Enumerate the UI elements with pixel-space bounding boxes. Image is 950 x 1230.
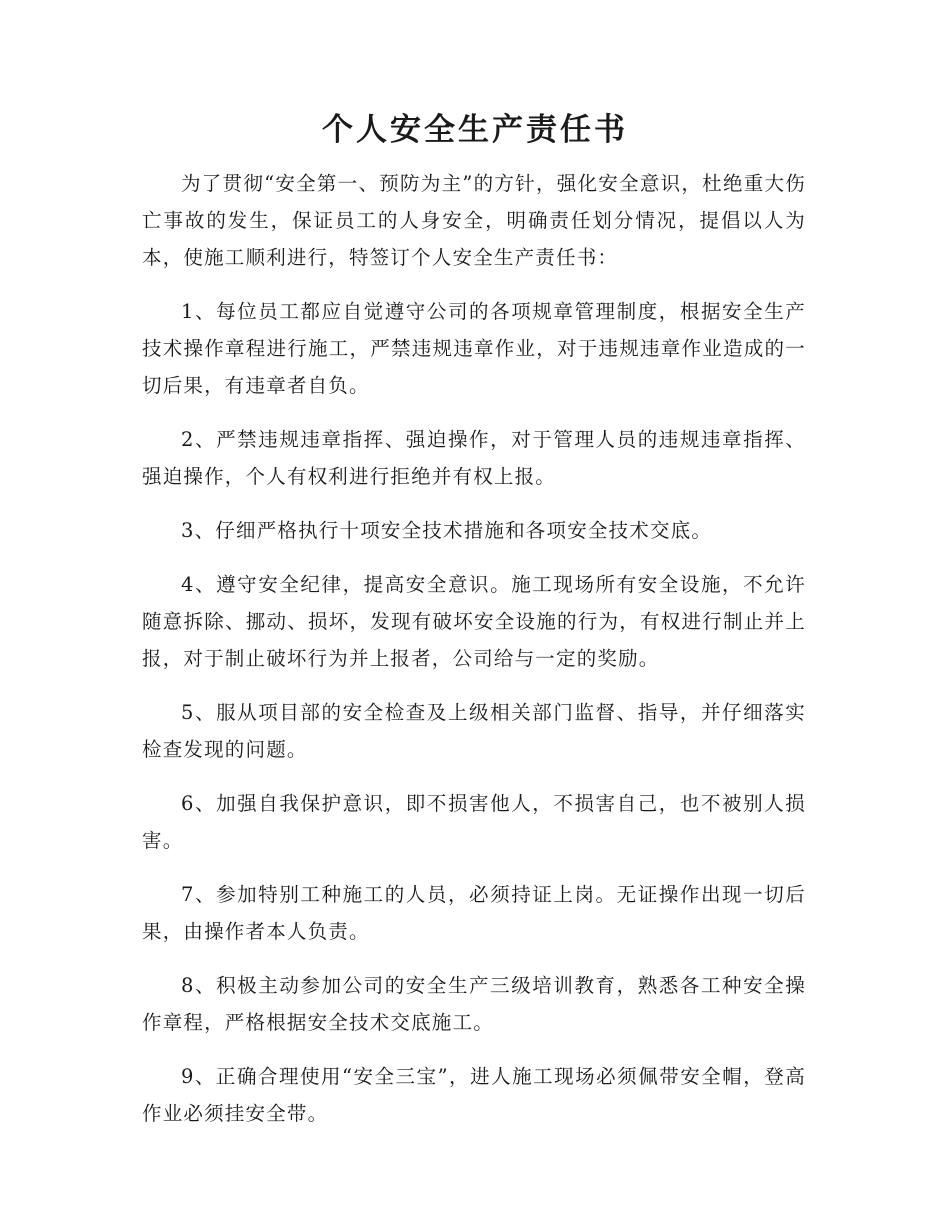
clause-9: 9、正确合理使用“安全三宝”，进人施工现场必须佩带安全帽，登高作业必须挂安全带。 [142, 1065, 806, 1125]
clause-3: 3、仔细严格执行十项安全技术措施和各项安全技术交底。 [181, 519, 713, 542]
clause-1: 1、每位员工都应自觉遵守公司的各项规章管理制度，根据安全生产技术操作章程进行施工，严禁违规违章作业，对于违规违章作业造成的一切后果，有违章者自负。 [142, 300, 806, 397]
clause-8: 8、积极主动参加公司的安全生产三级培训教育，熟悉各工种安全操作章程，严格根据安全技术交底施工。 [142, 974, 806, 1034]
intro-paragraph: 为了贯彻“安全第一、预防为主”的方针，强化安全意识，杜绝重大伤亡事故的发生，保证员工的人身安全，明确责任划分情况，提倡以人为本，使施工顺利进行，特签订个人安全生产责任书： [142, 172, 806, 269]
clause-7: 7、参加特别工种施工的人员，必须持证上岗。无证操作出现一切后果，由操作者本人负责。 [142, 883, 806, 943]
document-title: 个人安全生产责任书 [322, 112, 628, 148]
clause-5: 5、服从项目部的安全检查及上级相关部门监督、指导，并仔细落实检查发现的问题。 [142, 701, 806, 761]
clause-6: 6、加强自我保护意识，即不损害他人，不损害自己，也不被别人损害。 [142, 792, 806, 852]
document-body [142, 165, 806, 1149]
clause-4: 4、遵守安全纪律，提高安全意识。施工现场所有安全设施，不允许随意拆除、挪动、损坏，发现有破坏安全设施的行为，有权进行制止并上报，对于制止破坏行为并上报者，公司给与一定的奖励。 [142, 573, 806, 670]
clause-2: 2、严禁违规违章指挥、强迫操作，对于管理人员的违规违章指挥、强迫操作，个人有权利进行拒绝并有权上报。 [142, 428, 806, 488]
